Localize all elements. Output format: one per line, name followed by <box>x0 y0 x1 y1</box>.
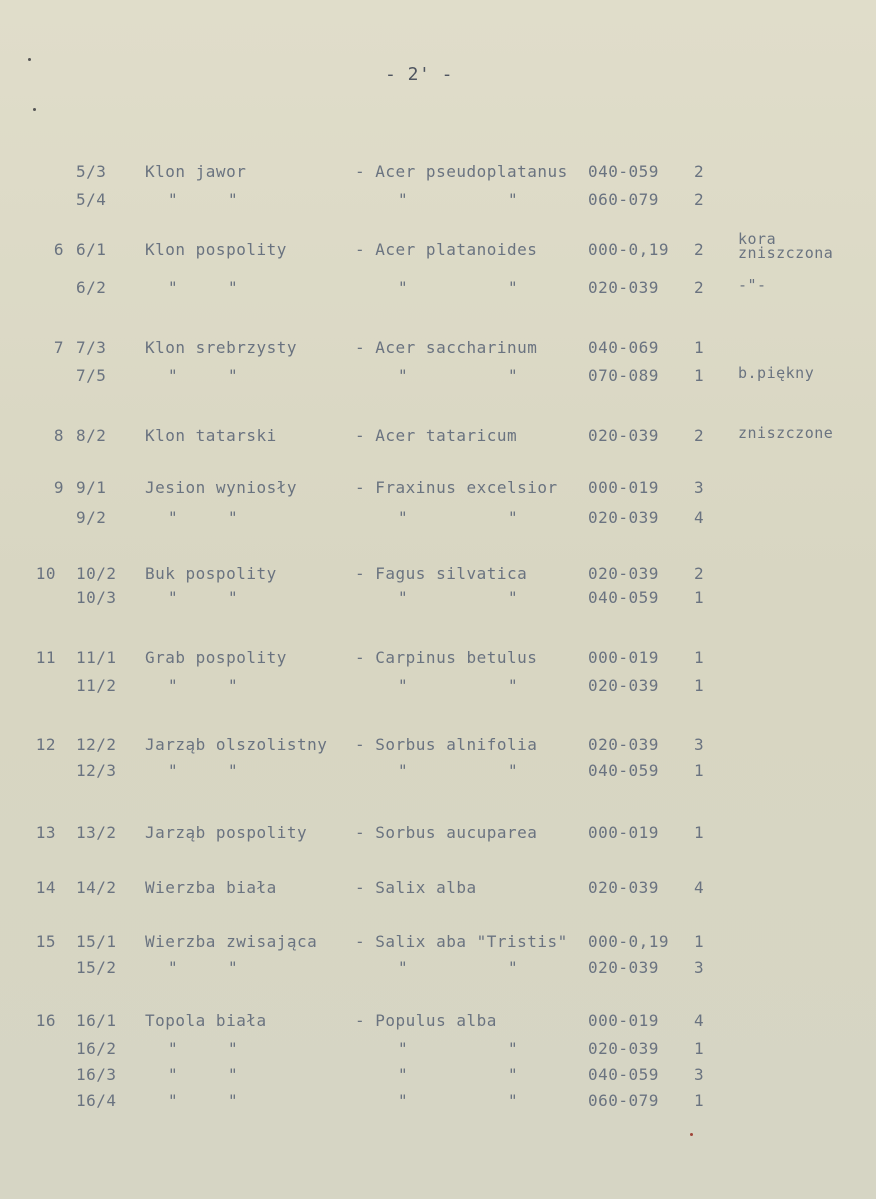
ditto-mark: " <box>168 958 179 977</box>
latin-name: - Fraxinus excelsior <box>355 478 558 497</box>
subsection-number: 6/2 <box>76 278 107 297</box>
ditto-mark: " <box>508 588 519 607</box>
subsection-number: 11/1 <box>76 648 117 667</box>
ditto-mark: " <box>168 1039 179 1058</box>
ditto-mark: " <box>228 278 239 297</box>
group-number: 13 <box>35 823 56 842</box>
ditto-mark: " <box>168 676 179 695</box>
polish-name: Wierzba biała <box>145 878 277 897</box>
subsection-number: 16/1 <box>76 1011 117 1030</box>
age-class: 020-039 <box>588 1039 659 1058</box>
age-class: 040-059 <box>588 1065 659 1084</box>
age-class: 000-019 <box>588 478 659 497</box>
age-class: 060-079 <box>588 190 659 209</box>
ditto-mark: " <box>228 190 239 209</box>
tree-count: 2 <box>694 564 705 583</box>
tree-count: 1 <box>694 932 705 951</box>
polish-name: Grab pospolity <box>145 648 287 667</box>
remark: b.piękny <box>738 364 815 382</box>
group-number: 7 <box>53 338 64 357</box>
remark: -"- <box>738 276 767 294</box>
subsection-number: 10/3 <box>76 588 117 607</box>
subsection-number: 15/1 <box>76 932 117 951</box>
ditto-mark: " <box>228 676 239 695</box>
ditto-mark: " <box>398 1039 409 1058</box>
ditto-mark: " <box>508 278 519 297</box>
ditto-mark: " <box>508 1065 519 1084</box>
ditto-mark: " <box>228 508 239 527</box>
tree-count: 1 <box>694 366 705 385</box>
age-class: 000-019 <box>588 823 659 842</box>
subsection-number: 6/1 <box>76 240 107 259</box>
subsection-number: 9/2 <box>76 508 107 527</box>
polish-name: Topola biała <box>145 1011 267 1030</box>
age-class: 040-059 <box>588 761 659 780</box>
ditto-mark: " <box>508 1091 519 1110</box>
ditto-mark: " <box>228 1065 239 1084</box>
ditto-mark: " <box>398 588 409 607</box>
age-class: 020-039 <box>588 564 659 583</box>
subsection-number: 9/1 <box>76 478 107 497</box>
age-class: 000-0,19 <box>588 932 670 951</box>
subsection-number: 10/2 <box>76 564 117 583</box>
tree-count: 1 <box>694 761 705 780</box>
ditto-mark: " <box>228 958 239 977</box>
subsection-number: 14/2 <box>76 878 117 897</box>
latin-name: - Sorbus aucuparea <box>355 823 538 842</box>
polish-name: Jarząb pospolity <box>145 823 308 842</box>
subsection-number: 5/3 <box>76 162 107 181</box>
age-class: 020-039 <box>588 878 659 897</box>
tree-count: 4 <box>694 878 705 897</box>
tree-count: 2 <box>694 162 705 181</box>
latin-name: - Acer saccharinum <box>355 338 538 357</box>
age-class: 020-039 <box>588 735 659 754</box>
ditto-mark: " <box>168 588 179 607</box>
subsection-number: 11/2 <box>76 676 117 695</box>
subsection-number: 16/3 <box>76 1065 117 1084</box>
age-class: 060-079 <box>588 1091 659 1110</box>
tree-count: 1 <box>694 1091 705 1110</box>
ditto-mark: " <box>398 508 409 527</box>
polish-name: Klon pospolity <box>145 240 287 259</box>
tree-count: 1 <box>694 823 705 842</box>
ditto-mark: " <box>398 676 409 695</box>
subsection-number: 16/4 <box>76 1091 117 1110</box>
tree-count: 2 <box>694 426 705 445</box>
ditto-mark: " <box>168 761 179 780</box>
ditto-mark: " <box>228 1091 239 1110</box>
age-class: 020-039 <box>588 958 659 977</box>
group-number: 15 <box>35 932 56 951</box>
remark: kora zniszczona <box>738 230 834 262</box>
polish-name: Wierzba zwisająca <box>145 932 318 951</box>
ditto-mark: " <box>398 1091 409 1110</box>
tree-count: 4 <box>694 1011 705 1030</box>
age-class: 020-039 <box>588 676 659 695</box>
ditto-mark: " <box>398 366 409 385</box>
age-class: 000-0,19 <box>588 240 670 259</box>
polish-name: Jesion wyniosły <box>145 478 297 497</box>
ditto-mark: " <box>508 761 519 780</box>
tree-count: 1 <box>694 648 705 667</box>
age-class: 040-059 <box>588 588 659 607</box>
group-number: 16 <box>35 1011 56 1030</box>
polish-name: Klon srebrzysty <box>145 338 297 357</box>
ditto-mark: " <box>508 366 519 385</box>
age-class: 020-039 <box>588 426 659 445</box>
speck-mark <box>33 108 36 111</box>
polish-name: Klon tatarski <box>145 426 277 445</box>
latin-name: - Populus alba <box>355 1011 497 1030</box>
polish-name: Jarząb olszolistny <box>145 735 328 754</box>
ditto-mark: " <box>508 190 519 209</box>
group-number: 6 <box>53 240 64 259</box>
age-class: 040-069 <box>588 338 659 357</box>
ditto-mark: " <box>398 190 409 209</box>
tree-count: 3 <box>694 958 705 977</box>
subsection-number: 16/2 <box>76 1039 117 1058</box>
subsection-number: 12/2 <box>76 735 117 754</box>
ditto-mark: " <box>168 1091 179 1110</box>
group-number: 14 <box>35 878 56 897</box>
ditto-mark: " <box>508 508 519 527</box>
tree-count: 1 <box>694 676 705 695</box>
ditto-mark: " <box>168 1065 179 1084</box>
subsection-number: 12/3 <box>76 761 117 780</box>
tree-count: 1 <box>694 588 705 607</box>
tree-count: 1 <box>694 1039 705 1058</box>
group-number: 9 <box>53 478 64 497</box>
ditto-mark: " <box>508 676 519 695</box>
latin-name: - Salix alba <box>355 878 477 897</box>
latin-name: - Acer platanoides <box>355 240 538 259</box>
polish-name: Buk pospolity <box>145 564 277 583</box>
tree-count: 2 <box>694 240 705 259</box>
group-number: 8 <box>53 426 64 445</box>
ditto-mark: " <box>398 278 409 297</box>
speck-mark <box>28 58 31 61</box>
subsection-number: 15/2 <box>76 958 117 977</box>
tree-count: 3 <box>694 1065 705 1084</box>
latin-name: - Fagus silvatica <box>355 564 528 583</box>
tree-count: 2 <box>694 278 705 297</box>
ditto-mark: " <box>398 761 409 780</box>
tree-count: 2 <box>694 190 705 209</box>
latin-name: - Acer tataricum <box>355 426 518 445</box>
subsection-number: 7/5 <box>76 366 107 385</box>
tree-count: 3 <box>694 478 705 497</box>
page-number: - 2' - <box>385 64 454 85</box>
subsection-number: 13/2 <box>76 823 117 842</box>
age-class: 000-019 <box>588 648 659 667</box>
ditto-mark: " <box>228 588 239 607</box>
age-class: 000-019 <box>588 1011 659 1030</box>
tree-count: 3 <box>694 735 705 754</box>
latin-name: - Sorbus alnifolia <box>355 735 538 754</box>
latin-name: - Acer pseudoplatanus <box>355 162 568 181</box>
age-class: 040-059 <box>588 162 659 181</box>
group-number: 10 <box>35 564 56 583</box>
subsection-number: 7/3 <box>76 338 107 357</box>
ditto-mark: " <box>168 278 179 297</box>
polish-name: Klon jawor <box>145 162 247 181</box>
ditto-mark: " <box>228 761 239 780</box>
latin-name: - Salix aba "Tristis" <box>355 932 568 951</box>
remark: zniszczone <box>738 424 834 442</box>
subsection-number: 5/4 <box>76 190 107 209</box>
age-class: 020-039 <box>588 278 659 297</box>
age-class: 020-039 <box>588 508 659 527</box>
subsection-number: 8/2 <box>76 426 107 445</box>
ditto-mark: " <box>168 508 179 527</box>
ditto-mark: " <box>398 958 409 977</box>
group-number: 12 <box>35 735 56 754</box>
speck-mark <box>690 1133 693 1136</box>
group-number: 11 <box>35 648 56 667</box>
tree-count: 4 <box>694 508 705 527</box>
ditto-mark: " <box>228 366 239 385</box>
latin-name: - Carpinus betulus <box>355 648 538 667</box>
age-class: 070-089 <box>588 366 659 385</box>
ditto-mark: " <box>168 190 179 209</box>
tree-count: 1 <box>694 338 705 357</box>
ditto-mark: " <box>168 366 179 385</box>
ditto-mark: " <box>228 1039 239 1058</box>
ditto-mark: " <box>508 1039 519 1058</box>
ditto-mark: " <box>398 1065 409 1084</box>
ditto-mark: " <box>508 958 519 977</box>
